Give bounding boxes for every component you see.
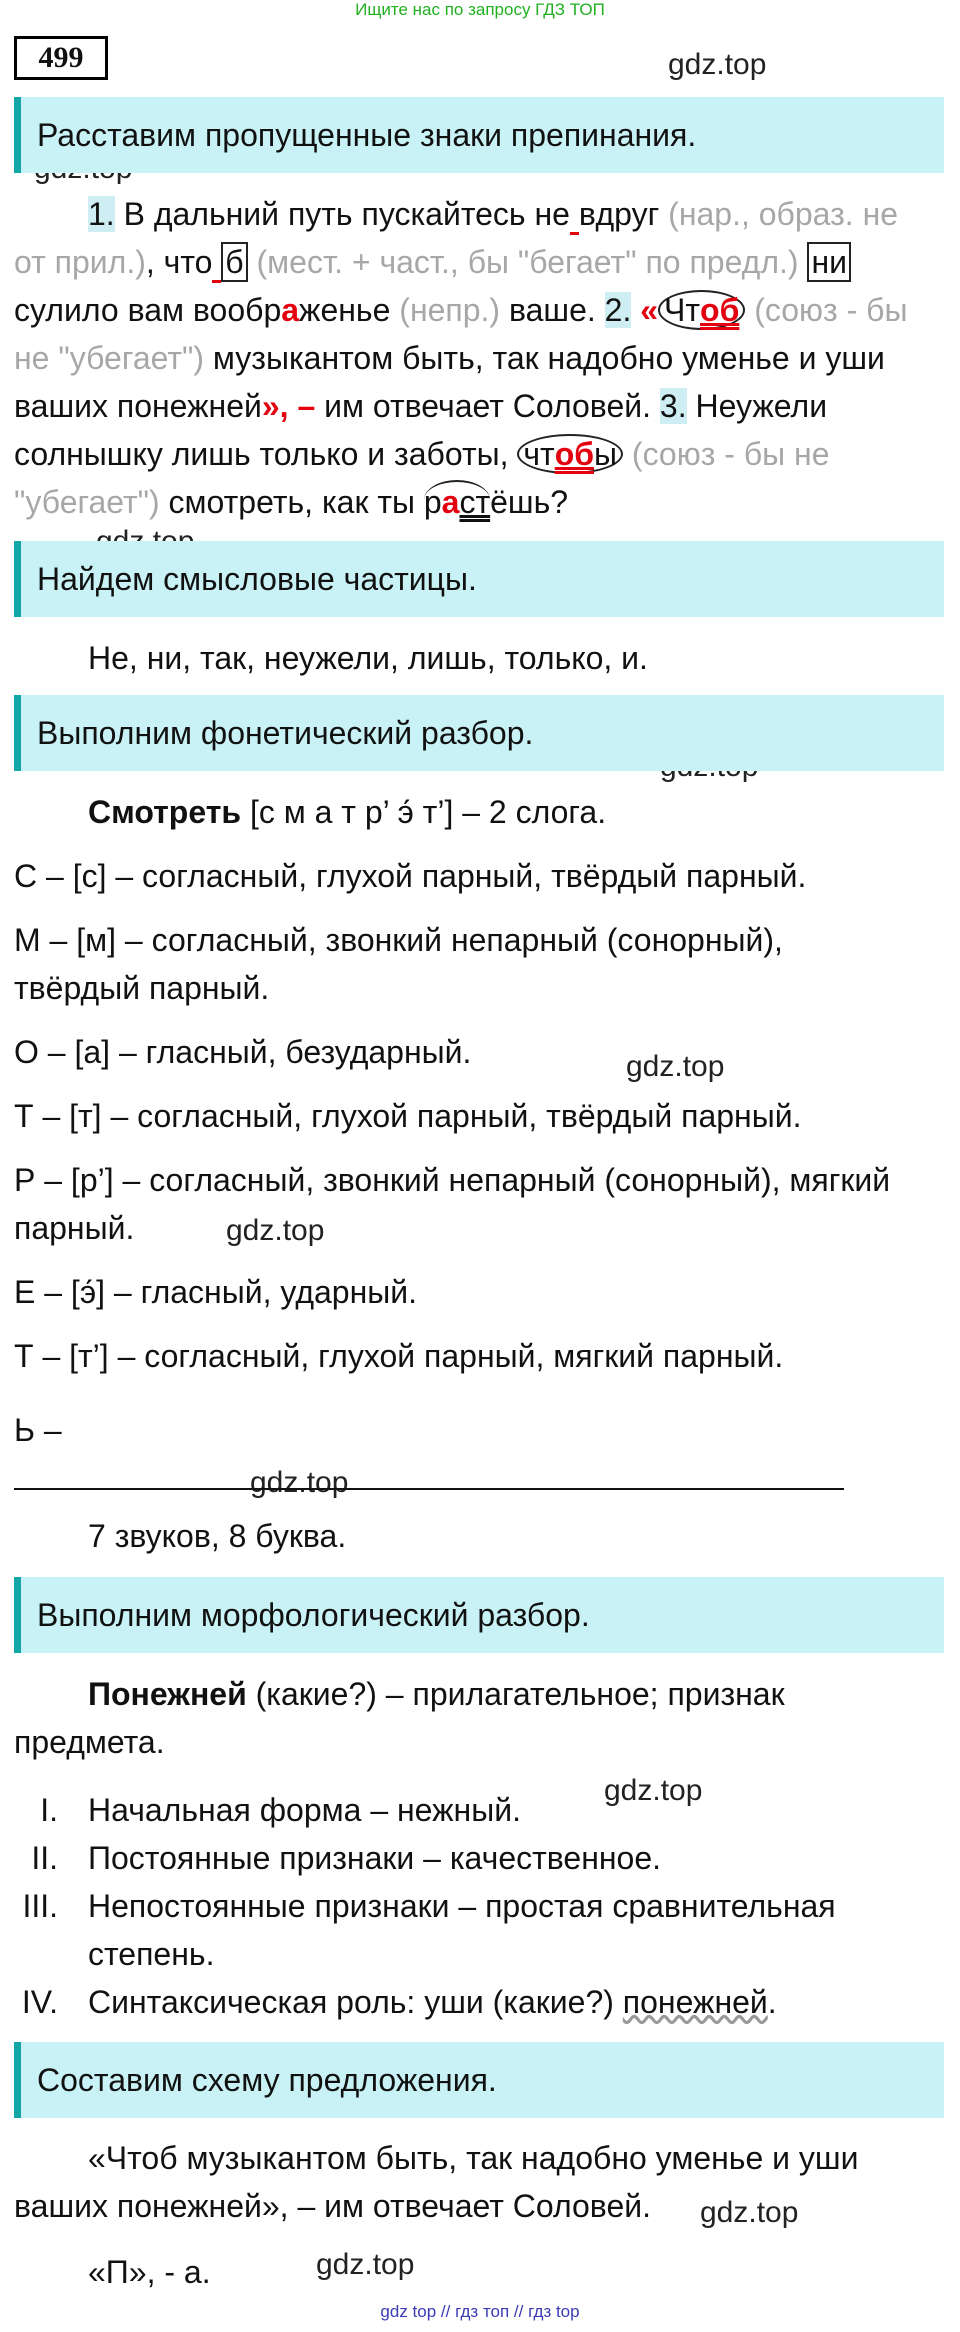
text-span: сулило вам вообр [14,292,282,328]
red-punct: « [631,292,659,328]
list-item: Постоянные признаки – качественное. [88,1840,662,1876]
list-item [88,1978,777,2026]
section-header-punctuation: Расставим пропущенные знаки препинания. [14,97,944,173]
grey-note: "убегает") [14,484,160,520]
list-item: Начальная форма – нежный. [88,1792,521,1828]
analyzed-word: Смотреть [88,794,242,830]
text-span: (какие?) – прилагательное; признак [246,1676,785,1712]
text-span: солнышку лишь только и заботы, [14,436,518,472]
watermark: gdz.top [700,2196,799,2229]
watermark: gdz.top [668,48,767,81]
text-line [14,430,830,478]
watermark: gdz.top [250,1466,349,1499]
text-line [14,478,568,526]
circled-conjunction: Чтоб [658,290,745,330]
phonetic-intro [88,788,606,836]
text-line [88,190,898,238]
boxed-particle: ни [807,242,851,282]
phonetic-line: О – [а] – гласный, безударный. [14,1034,472,1070]
section-header-particles: Найдем смысловые частицы. [14,541,944,617]
list-number: I. [40,1792,58,1828]
grey-note: (непр.) [390,292,501,328]
watermark: gdz.top [626,1050,725,1083]
task-number: 499 [14,36,108,80]
text-span: ёшь? [490,484,569,520]
list-item: Непостоянные признаки – простая сравнительная [88,1888,836,1924]
text-line [14,238,851,286]
phonetic-line: Е – [э́] – гласный, ударный. [14,1274,418,1310]
circled-conjunction: чтобы [517,434,623,474]
text-span: музыкантом быть, так надобно уменье и уши [204,340,885,376]
list-number: III. [22,1888,58,1924]
grey-note: от прил.) [14,244,146,280]
list-item: степень. [88,1936,215,1972]
boxed-particle: б [221,242,247,282]
grey-note: (союз - бы не [623,436,830,472]
morph-intro-line2: предмета. [14,1724,165,1760]
text-span: им отвечает Соловей. [315,388,660,424]
red-punct: », – [261,388,316,424]
text-line [14,382,827,430]
sentence-number: 3. [659,388,687,424]
text-span: ваших понежней [14,388,262,424]
section-header-phonetic: Выполним фонетический разбор. [14,695,944,771]
text-line [14,334,885,382]
phonetic-line: Ь – [14,1412,62,1448]
phonetic-line: парный. [14,1210,135,1246]
transcription: [с м а т р’ э́ т’] – 2 слога. [241,794,607,830]
particles-list: Не, ни, так, неужели, лишь, только, и. [88,640,648,676]
phonetic-line: Р – [р’] – согласный, звонкий непарный (сонорный), мягкий [14,1162,891,1198]
text-span: Неужели [686,388,828,424]
analyzed-word: Понежней [88,1676,247,1712]
wavy-underlined-word: понежней [622,1984,768,2020]
text-span: Синтаксическая роль: уши (какие?) [88,1984,623,2020]
section-header-scheme: Составим схему предложения. [14,2042,944,2118]
watermark: gdz.top [316,2248,415,2281]
watermark: gdz.top [604,1774,703,1807]
phonetic-line: Т – [т] – согласный, глухой парный, твёрдый парный. [14,1098,802,1134]
watermark: gdz.top [226,1214,325,1247]
grey-note: (союз - бы [745,292,908,328]
scheme-sentence: «Чтоб музыкантом быть, так надобно уменье и уши [88,2140,859,2176]
morph-intro [88,1670,785,1718]
text-span: вдруг [578,196,660,232]
phonetic-line: М – [м] – согласный, звонкий непарный (сонорный), [14,922,783,958]
text-span: женье [299,292,391,328]
footer: gdz top // гдз топ // гдз top [380,2302,580,2321]
text-span: В дальний путь пускайтесь не [114,196,570,232]
text-line [14,286,907,334]
sentence-schema: «П», - а. [88,2254,211,2290]
text-span: , что [145,244,213,280]
list-number: IV. [21,1984,58,2020]
grey-note: (нар., образ. не [659,196,899,232]
top-note: Ищите нас по запросу ГДЗ ТОП [355,0,605,19]
root-marked-word: раст [424,480,490,520]
text-span: . [767,1984,777,2020]
gap-mark [570,196,579,235]
sentence-number: 1. [88,196,115,232]
section-header-morph: Выполним морфологический разбор. [14,1577,944,1653]
text-span: смотреть, как ты [159,484,424,520]
phonetic-line: твёрдый парный. [14,970,270,1006]
grey-note: не "убегает") [14,340,205,376]
divider-line [14,1488,844,1490]
sentence-number: 2. [604,292,632,328]
red-letter: а [281,292,300,328]
phonetic-line: Т – [т’] – согласный, глухой парный, мягкий парный. [14,1338,784,1374]
text-span: ваше. [500,292,605,328]
scheme-sentence: ваших понежней», – им отвечает Соловей. [14,2188,651,2224]
phonetic-summary: 7 звуков, 8 буква. [88,1518,347,1554]
phonetic-line: С – [с] – согласный, глухой парный, твёрдый парный. [14,858,807,894]
list-number: II. [31,1840,58,1876]
grey-note: (мест. + част., бы "бегает" по предл.) [247,244,799,280]
